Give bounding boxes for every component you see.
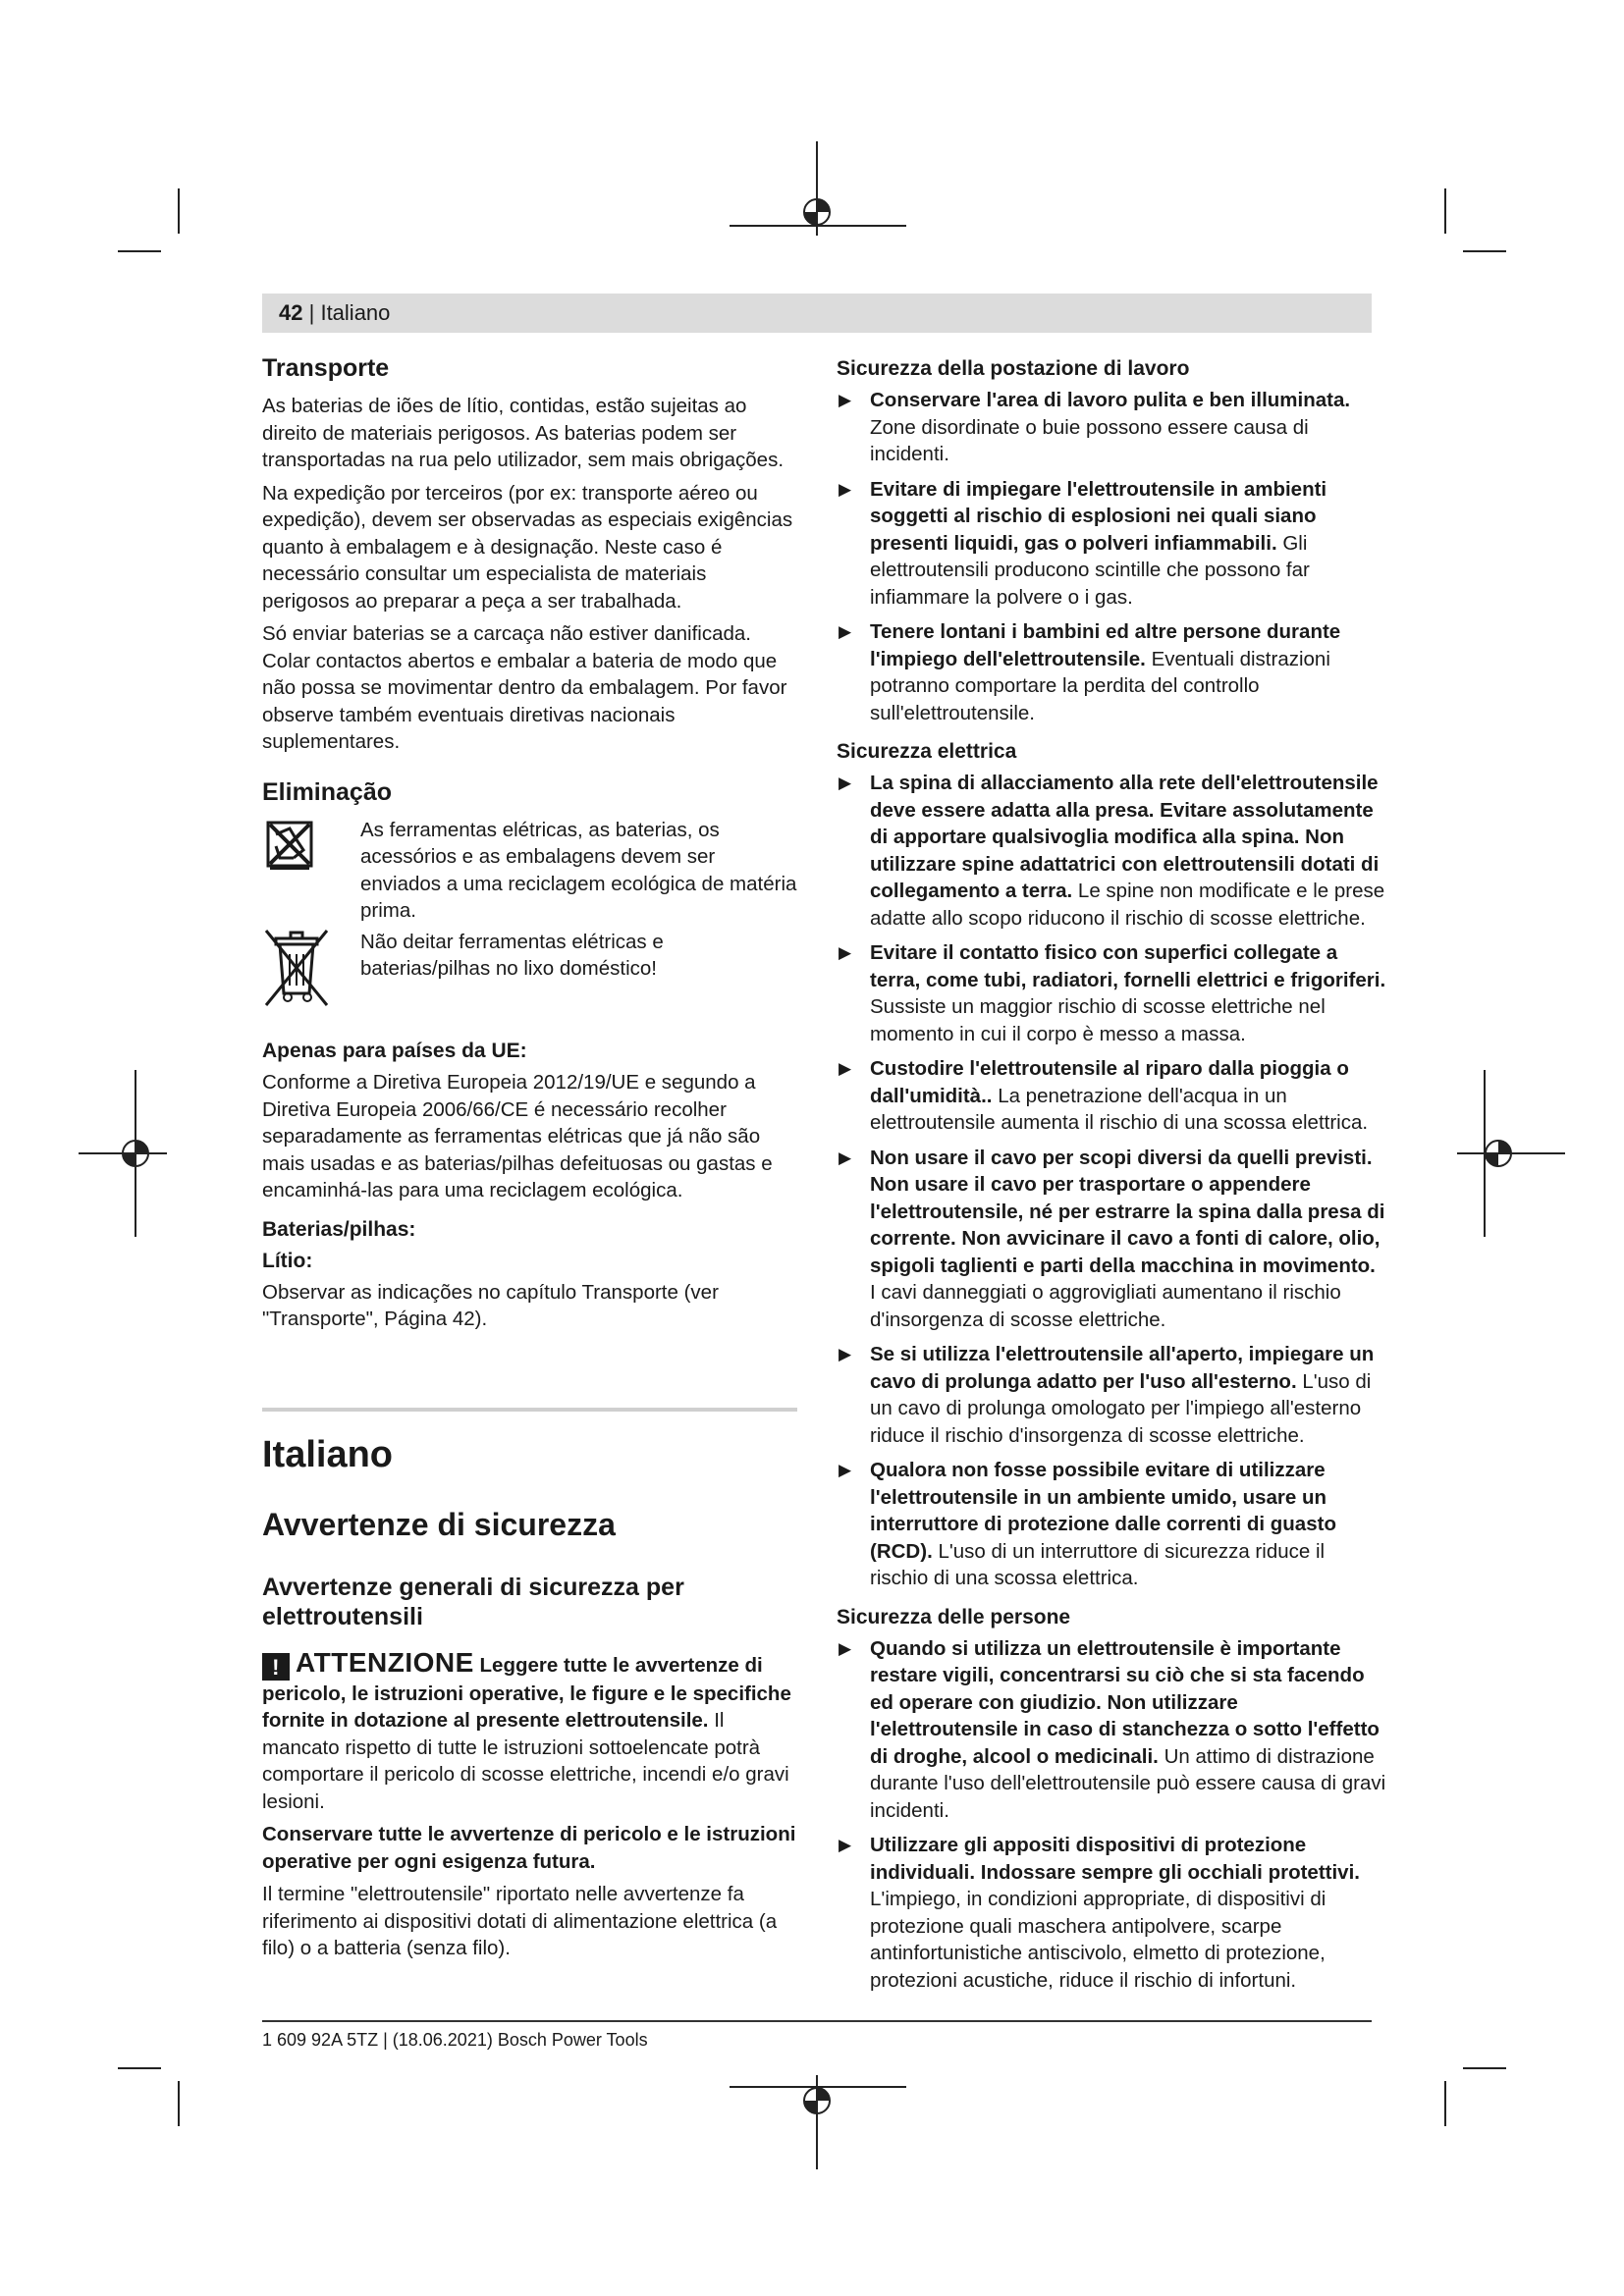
- registration-mark-bottom: [730, 2071, 906, 2179]
- bin-text: Não deitar ferramentas elétricas e baterias/pilhas no lixo doméstico!: [360, 930, 664, 980]
- page-header: [279, 297, 390, 329]
- list-item: ▶ Custodire l'elettroutensile al riparo dalla pioggia o dall'umidità.. La penetrazione dell'acqua in un elettroutensile aumenta il rischio di una scossa elettrica.: [839, 1057, 1369, 1134]
- term-text: Il termine "elettroutensile" riportato nelle avvertenze fa riferimento ai dispositivi dotati di alimentazione elettrica (a filo) o a batteria (senza filo).: [262, 1883, 778, 1959]
- keep-instructions: Conservare tutte le avvertenze di pericolo e le istruzioni operative per ogni esigenza futura.: [262, 1823, 796, 1873]
- work-area-title: Sicurezza della postazione di lavoro: [837, 357, 1190, 380]
- recycle-icon: [266, 821, 313, 872]
- crop-mark: [178, 188, 180, 234]
- crop-mark: [118, 250, 161, 252]
- right-column: [837, 355, 1386, 2002]
- personal-list: [837, 1635, 1386, 1995]
- bin-row: [262, 929, 797, 1017]
- crossed-bin-icon: [262, 929, 331, 1009]
- list-item: ▶ Utilizzare gli appositi dispositivi di protezione individuali. Indossare sempre gli occhiali protettivi. L'impiego, in condizioni appropriate, di dispositivi di protezione quali maschera antipolvere, scarpe antinfortunistiche antiscivolo, elmetto di protezione, protezioni acustiche, riduce il rischio di infortuni.: [839, 1834, 1360, 1992]
- list-item: ▶ Qualora non fosse possibile evitare di utilizzare l'elettroutensile in un ambiente umido, usare un interruttore di protezione dalle correnti di guasto (RCD). L'uso di un interruttore di sicurezza riduce il rischio di una scossa elettrica.: [839, 1459, 1336, 1589]
- list-item: ▶ Se si utilizza l'elettroutensile all'aperto, impiegare un cavo di prolunga adatto per l'uso all'esterno. L'uso di un cavo di prolunga omologato per l'impiego all'esterno riduce il rischio d'insorgenza di scosse elettriche.: [839, 1343, 1375, 1447]
- crop-mark: [1463, 250, 1506, 252]
- crop-mark: [118, 2067, 161, 2069]
- electrical-title: Sicurezza elettrica: [837, 740, 1017, 763]
- page-number: 42: [279, 300, 303, 325]
- warning-icon: !: [262, 1653, 290, 1681]
- list-item: ▶ Quando si utilizza un elettroutensile è importante restare vigili, concentrarsi su ciò che si sta facendo ed operare con giudizio. Non utilizzare l'elettroutensile in caso di stanchezza o sotto l'effetto di droghe, alcool o medicinali. Un attimo di distrazione durante l'uso dell'elettroutensile può essere causa di gravi incidenti.: [839, 1636, 1386, 1822]
- page-header-bar: [262, 294, 1372, 333]
- warning-label: ! ATTENZIONE: [262, 1649, 474, 1681]
- list-item: ▶ La spina di allacciamento alla rete dell'elettroutensile deve essere adatta alla presa. Evitare assolutamente di apportare qualsivoglia modifica alla spina. Non utilizzare spine adattatrici con elettroutensili dotati di collegamento a terra. Le spine non modificate e le prese adatte allo scopo riducono il rischio di scosse elettriche.: [839, 772, 1385, 930]
- batteries-title: Baterias/pilhas:: [262, 1217, 416, 1241]
- elimination-title: Eliminação: [262, 777, 392, 806]
- transport-paragraph-3: Só enviar baterias se a carcaça não estiver danificada. Colar contactos abertos e embalar a bateria de modo que não possa se movimentar dentro da embalagem. Por favor observe também eventuais diretivas nacionais suplementares.: [262, 622, 787, 753]
- transport-title: Transporte: [262, 354, 390, 382]
- crop-mark: [178, 2081, 180, 2126]
- footer-rule: [262, 2020, 1372, 2022]
- section-divider: [262, 1408, 797, 1412]
- registration-mark-right: [1457, 1070, 1565, 1237]
- lithium-title: Lítio:: [262, 1249, 313, 1272]
- header-separator: |: [308, 300, 315, 325]
- lithium-text: Observar as indicações no capítulo Transporte (ver "Transporte", Página 42).: [262, 1280, 719, 1330]
- left-column: [262, 353, 797, 1968]
- warning-bold: Leggere tutte le avvertenze di pericolo, le istruzioni operative, le figure e le specifiche fornite in dotazione al presente elettroutensile.: [262, 1653, 791, 1732]
- recycle-text: As ferramentas elétricas, as baterias, os acessórios e as embalagens devem ser enviados a uma reciclagem ecológica de matéria prima.: [360, 818, 797, 922]
- header-language: Italiano: [320, 300, 391, 325]
- warning-text: Il mancato rispetto di tutte le istruzioni sottoelencate potrà comportare il pericolo di scosse elettriche, incendi e/o gravi lesioni.: [262, 1709, 789, 1813]
- work-area-list: [837, 387, 1386, 726]
- registration-mark-top: [730, 137, 906, 245]
- crop-mark: [1444, 188, 1446, 234]
- list-item: ▶ Evitare di impiegare l'elettroutensile in ambienti soggetti al rischio di esplosioni nei quali siano presenti liquidi, gas o polveri infiammabili. Gli elettroutensili producono scintille che possono far infiammare la polvere o i gas.: [839, 477, 1327, 609]
- eu-title: Apenas para países da UE:: [262, 1040, 527, 1062]
- warning-paragraph: [262, 1646, 797, 1816]
- list-item: ▶ Tenere lontani i bambini ed altre persone durante l'impiego dell'elettroutensile. Eventuali distrazioni potranno comportare la perdita del controllo sull'elettroutensile.: [839, 620, 1341, 724]
- personal-title: Sicurezza delle persone: [837, 1605, 1071, 1629]
- crop-mark: [1463, 2067, 1506, 2069]
- language-title: Italiano: [262, 1433, 394, 1475]
- list-item: ▶ Non usare il cavo per scopi diversi da quelli previsti. Non usare il cavo per trasportare o appendere l'elettroutensile, né per estrarre la spina dalla presa di corrente. Non avvicinare il cavo a fonti di calore, olio, spigoli taglienti e parti della macchina in movimento. I cavi danneggiati o aggrovigliati aumentano il rischio d'insorgenza di scosse elettriche.: [839, 1146, 1385, 1331]
- registration-mark-left: [79, 1070, 167, 1237]
- electrical-list: [837, 770, 1386, 1592]
- safety-title: Avvertenze di sicurezza: [262, 1506, 616, 1542]
- recycle-row: [262, 817, 797, 925]
- transport-paragraph-1: As baterias de iões de lítio, contidas, estão sujeitas ao direito de materiais perigosos. As baterias podem ser transportadas na rua pelo utilizador, sem mais obrigações.: [262, 395, 785, 471]
- list-item: ▶ Evitare il contatto fisico con superfici collegate a terra, come tubi, radiatori, fornelli elettrici e frigoriferi. Sussiste un maggior rischio di scosse elettriche nel momento in cui il corpo è messo a massa.: [839, 941, 1386, 1045]
- general-safety-title: Avvertenze generali di sicurezza per elettroutensili: [262, 1573, 684, 1630]
- page-footer: 1 609 92A 5TZ | (18.06.2021) Bosch Power Tools: [262, 2030, 648, 2050]
- eu-text: Conforme a Diretiva Europeia 2012/19/UE e segundo a Diretiva Europeia 2006/66/CE é necessário recolher separadamente as ferramentas elétricas que já não são mais usadas e as baterias/pilhas defeituosas ou gastas e encaminhá-las para uma reciclagem ecológica.: [262, 1071, 773, 1201]
- transport-paragraph-2: Na expedição por terceiros (por ex: transporte aéreo ou expedição), devem ser observadas as especiais exigências quanto à embalagem e à designação. Neste caso é necessário consultar um especialista de materiais perigosos ao preparar a peça a ser trabalhada.: [262, 481, 793, 613]
- crop-mark: [1444, 2081, 1446, 2126]
- list-item: ▶ Conservare l'area di lavoro pulita e ben illuminata. Zone disordinate o buie possono essere causa di incidenti.: [839, 389, 1351, 465]
